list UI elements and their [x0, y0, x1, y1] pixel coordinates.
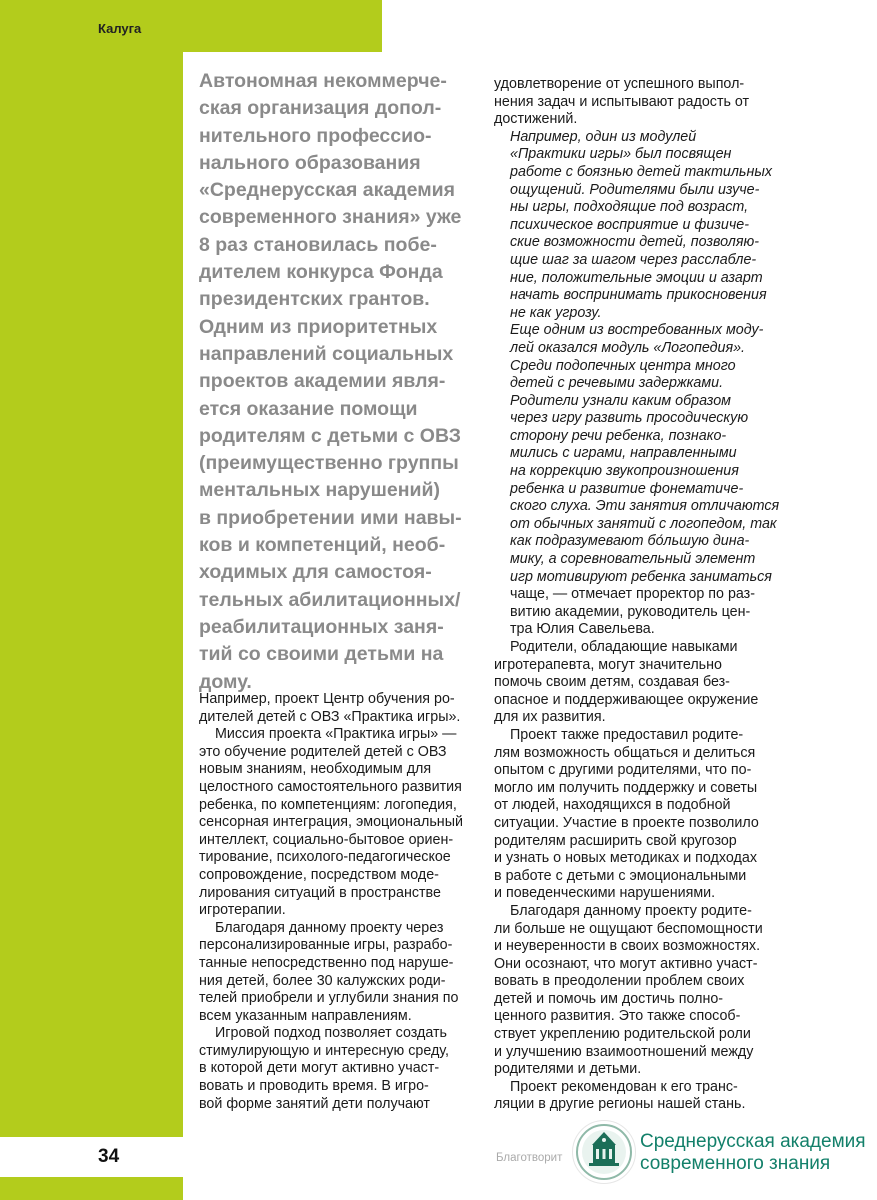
body-line: чаще, — отмечает проректор по раз-	[510, 586, 756, 603]
body-line: Родители, обладающие навыками	[510, 639, 738, 655]
body-line: всем указанным направлениям.	[199, 1007, 412, 1024]
body-line: интеллект, социально-бытовое ориен-	[199, 831, 454, 848]
body-line: тра Юлия Савельева.	[510, 621, 655, 638]
body-line: в работе с детьми с эмоциональными	[494, 867, 747, 884]
header-band	[0, 0, 382, 52]
lead-line: президентских грантов.	[199, 288, 430, 311]
body-line: ствует укреплению родительской роли	[494, 1026, 751, 1043]
lead-line: дому.	[199, 670, 252, 693]
lead-line: Одним из приоритетных	[199, 315, 438, 338]
body-line: от людей, находящихся в подобной	[494, 797, 731, 814]
body-line: Миссия проекта «Практика игры» —	[215, 726, 457, 743]
body-line: Еще одним из востребованных моду-	[510, 322, 764, 339]
body-line: Среди подопечных центра много	[510, 357, 736, 374]
body-line: вовать в преодолении проблем своих	[494, 973, 745, 990]
body-column-right	[494, 76, 784, 1114]
body-line: сторону речи ребенка, познако-	[510, 427, 727, 444]
body-line: опытом с другими родителями, что по-	[494, 762, 752, 779]
body-line: игротерапевта, могут значительно	[494, 656, 722, 673]
body-line: вовать и проводить время. В игро-	[199, 1078, 429, 1095]
body-line: сопровождение, посредством моде-	[199, 866, 439, 883]
body-line: Родители узнали каким образом	[510, 392, 731, 409]
lead-line: дителем конкурса Фонда	[199, 261, 443, 284]
lead-line: реабилитационных заня-	[199, 615, 444, 638]
body-line: тирование, психолого-педагогическое	[199, 849, 451, 866]
lead-line: нительного профессио-	[199, 124, 432, 147]
lead-line: современного знания» уже	[199, 206, 462, 229]
body-line: ли больше не ощущают беспомощности	[494, 920, 763, 937]
body-line: для их развития.	[494, 709, 606, 726]
body-line: нения задач и испытывают радость от	[494, 93, 750, 110]
body-line: ния детей, более 30 калужских роди-	[199, 972, 446, 989]
body-line: психическое восприятие и физиче-	[510, 216, 749, 233]
academy-name-line-1: Среднерусская академия	[640, 1131, 866, 1152]
body-line: через игру развить просодическую	[510, 410, 749, 427]
body-line: могло им получить поддержку и советы	[494, 779, 758, 796]
body-line: новым знаниям, необходимым для	[199, 761, 432, 778]
body-line: в которой дети могут активно участ-	[199, 1060, 440, 1077]
lead-paragraph	[199, 68, 489, 696]
lead-line: ская организация допол-	[199, 97, 442, 120]
body-line: персонализированные игры, разрабо-	[199, 937, 453, 954]
body-line: на коррекцию звукопроизношения	[510, 463, 739, 480]
body-line: удовлетворение от успешного выпол-	[494, 76, 745, 92]
body-line: мились с играми, направленными	[510, 445, 737, 462]
lead-line: тельных абилитационных/	[199, 588, 461, 611]
academy-building-logo-icon	[572, 1120, 636, 1184]
body-line: ребенка, по компетенциям: логопедия,	[199, 796, 457, 813]
body-line: Проект рекомендован к его транс-	[510, 1078, 738, 1095]
body-column-left	[199, 691, 484, 1113]
body-line: лям возможность общаться и делиться	[494, 744, 756, 761]
lead-line: 8 раз становилась побе-	[199, 233, 437, 256]
section-city-label: Калуга	[98, 21, 142, 36]
body-line: ские возможности детей, позволяю-	[510, 234, 760, 251]
academy-name-line-2: современного знания	[640, 1153, 831, 1174]
body-line: дителей детей с ОВЗ «Практика игры».	[199, 708, 461, 725]
body-line: как подразумевают бо́льшую дина-	[510, 533, 750, 550]
body-line: родителями и детьми.	[494, 1061, 642, 1078]
body-line: телей приобрели и углубили знания по	[199, 990, 459, 1007]
body-line: игротерапии.	[199, 902, 286, 919]
body-line: ны игры, подходящие под возраст,	[510, 199, 749, 216]
body-line: ского слуха. Эти занятия отличаются	[510, 498, 780, 515]
page-number-box	[0, 1137, 183, 1177]
body-line: сенсорная интеграция, эмоциональный	[199, 814, 463, 831]
body-line: витию академии, руководитель цен-	[510, 603, 751, 620]
body-line: Например, один из модулей	[510, 128, 697, 145]
body-line: опасное и поддерживающее окружение	[494, 691, 759, 708]
lead-line: ков и компетенций, необ-	[199, 534, 446, 557]
body-line: и улучшению взаимоотношений между	[494, 1043, 754, 1060]
body-line: лей оказался модуль «Логопедия».	[510, 339, 746, 356]
body-line: Благодаря данному проекту родите-	[510, 902, 752, 919]
lead-line: «Среднерусская академия	[199, 179, 455, 202]
body-line: это обучение родителей детей с ОВЗ	[199, 743, 447, 760]
body-line: щие шаг за шагом через расслабле-	[510, 251, 757, 268]
body-line: помочь своим детям, создавая без-	[494, 674, 730, 691]
lead-line: ментальных нарушений)	[199, 479, 440, 502]
body-line: и неуверенности в своих возможностях.	[494, 938, 761, 955]
body-line: игр мотивируют ребенка заниматься	[510, 568, 772, 585]
body-line: ребенка и развитие фонематиче-	[510, 480, 744, 497]
lead-line: (преимущественно группы	[199, 452, 459, 475]
sidebar-band	[0, 52, 183, 1200]
lead-line: ется оказание помощи	[199, 397, 418, 420]
body-line: и поведенческими нарушениями.	[494, 885, 716, 902]
body-line: Игровой подход позволяет создать	[215, 1025, 447, 1042]
body-line: достижений.	[494, 111, 578, 128]
body-line: мику, а соревновательный элемент	[510, 551, 756, 568]
lead-line: проектов академии явля-	[199, 370, 446, 393]
body-line: Проект также предоставил родите-	[510, 726, 744, 743]
body-line: не как угрозу.	[510, 304, 602, 321]
body-line: ощущений. Родителями были изуче-	[510, 181, 760, 198]
body-line: вой форме занятий дети получают	[199, 1095, 430, 1112]
lead-line: родителям с детьми с ОВЗ	[199, 424, 462, 447]
page-number: 34	[98, 1146, 120, 1167]
body-line: родителям расширить свой кругозор	[494, 832, 737, 849]
body-line: ситуации. Участие в проекте позволило	[494, 814, 759, 831]
academy-name	[640, 1131, 866, 1175]
body-line: «Практики игры» был посвящен	[510, 146, 732, 163]
body-line: Они осознают, что могут активно участ-	[494, 955, 758, 972]
body-line: танные непосредственно под наруше-	[199, 954, 454, 971]
body-line: Например, проект Центр обучения ро-	[199, 691, 455, 707]
lead-line: Автономная некоммерче-	[199, 70, 447, 92]
body-line: детей с речевыми задержками.	[510, 375, 724, 392]
lead-line: ходимых для самостоя-	[199, 561, 432, 584]
body-line: Благодаря данному проекту через	[215, 919, 444, 936]
body-line: начать воспринимать прикосновения	[510, 287, 767, 304]
body-line: лирования ситуаций в пространстве	[199, 884, 441, 901]
body-line: ляции в другие регионы нашей стань.	[494, 1096, 746, 1113]
lead-line: нального образования	[199, 151, 421, 174]
body-line: ние, положительные эмоции и азарт	[510, 269, 763, 286]
body-line: работе с боязнью детей тактильных	[510, 163, 772, 180]
body-line: ценного развития. Это также способ-	[494, 1008, 741, 1025]
body-line: целостного самостоятельного развития	[199, 778, 462, 795]
body-line: детей и помочь им достичь полно-	[494, 990, 724, 1007]
body-line: и узнать о новых методиках и подходах	[494, 850, 757, 867]
body-line: от обычных занятий с логопедом, так	[510, 515, 777, 532]
lead-line: тий со своими детьми на	[199, 643, 444, 666]
footer-caption: Благотворит	[496, 1152, 563, 1164]
body-line: стимулирующую и интересную среду,	[199, 1042, 449, 1059]
lead-line: в приобретении ими навы-	[199, 506, 462, 529]
lead-line: направлений социальных	[199, 342, 454, 365]
